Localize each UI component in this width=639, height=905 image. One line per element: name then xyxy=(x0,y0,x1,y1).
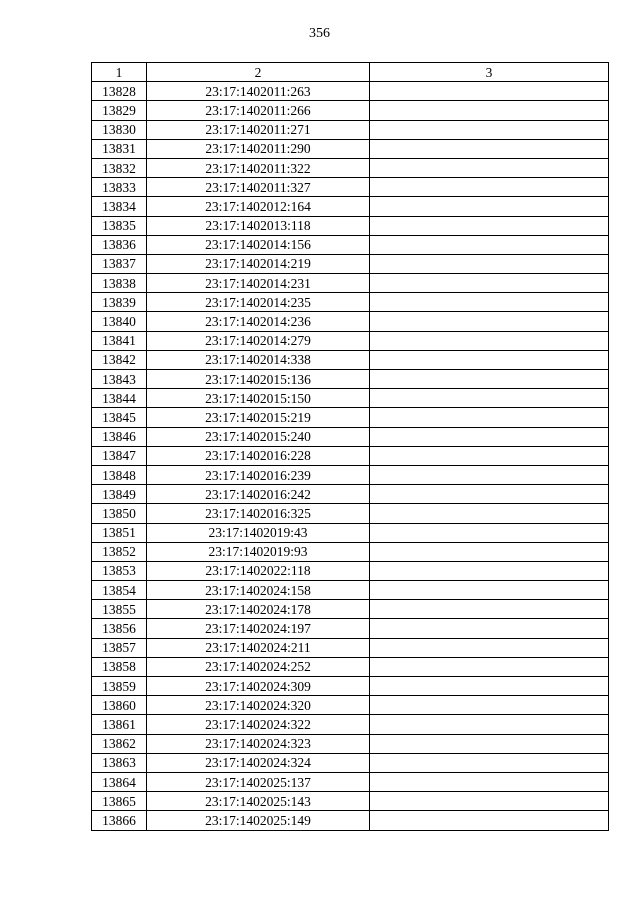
notes-cell xyxy=(370,657,609,676)
cadastral-number-cell: 23:17:1402015:136 xyxy=(147,370,370,389)
notes-cell xyxy=(370,677,609,696)
table-row xyxy=(92,561,609,580)
row-number-cell: 13853 xyxy=(92,561,147,580)
table-row xyxy=(92,715,609,734)
registry-table xyxy=(91,62,609,831)
table-row xyxy=(92,638,609,657)
cadastral-number-cell: 23:17:1402016:228 xyxy=(147,446,370,465)
table-row xyxy=(92,82,609,101)
row-number-cell: 13860 xyxy=(92,696,147,715)
notes-cell xyxy=(370,312,609,331)
row-number-cell: 13837 xyxy=(92,254,147,273)
table-row xyxy=(92,350,609,369)
table-row xyxy=(92,389,609,408)
notes-cell xyxy=(370,734,609,753)
row-number-cell: 13840 xyxy=(92,312,147,331)
notes-cell xyxy=(370,446,609,465)
header-row xyxy=(92,63,609,82)
notes-cell xyxy=(370,504,609,523)
cadastral-number-cell: 23:17:1402014:235 xyxy=(147,293,370,312)
table-row xyxy=(92,408,609,427)
notes-cell xyxy=(370,427,609,446)
column-header-1: 1 xyxy=(92,63,147,82)
notes-cell xyxy=(370,772,609,791)
table-row xyxy=(92,600,609,619)
cadastral-number-cell: 23:17:1402024:178 xyxy=(147,600,370,619)
row-number-cell: 13829 xyxy=(92,101,147,120)
row-number-cell: 13851 xyxy=(92,523,147,542)
cadastral-number-cell: 23:17:1402014:231 xyxy=(147,274,370,293)
notes-cell xyxy=(370,696,609,715)
notes-cell xyxy=(370,715,609,734)
row-number-cell: 13854 xyxy=(92,581,147,600)
cadastral-number-cell: 23:17:1402015:150 xyxy=(147,389,370,408)
notes-cell xyxy=(370,235,609,254)
cadastral-number-cell: 23:17:1402016:242 xyxy=(147,485,370,504)
cadastral-number-cell: 23:17:1402013:118 xyxy=(147,216,370,235)
table-row xyxy=(92,331,609,350)
table-row xyxy=(92,101,609,120)
row-number-cell: 13865 xyxy=(92,792,147,811)
notes-cell xyxy=(370,370,609,389)
cadastral-number-cell: 23:17:1402024:252 xyxy=(147,657,370,676)
row-number-cell: 13839 xyxy=(92,293,147,312)
table-row xyxy=(92,274,609,293)
table-row xyxy=(92,696,609,715)
cadastral-number-cell: 23:17:1402024:323 xyxy=(147,734,370,753)
table-row xyxy=(92,370,609,389)
row-number-cell: 13856 xyxy=(92,619,147,638)
row-number-cell: 13849 xyxy=(92,485,147,504)
notes-cell xyxy=(370,82,609,101)
row-number-cell: 13859 xyxy=(92,677,147,696)
table-row xyxy=(92,120,609,139)
table-row xyxy=(92,485,609,504)
cadastral-number-cell: 23:17:1402024:322 xyxy=(147,715,370,734)
notes-cell xyxy=(370,561,609,580)
notes-cell xyxy=(370,465,609,484)
cadastral-number-cell: 23:17:1402012:164 xyxy=(147,197,370,216)
cadastral-number-cell: 23:17:1402011:322 xyxy=(147,158,370,177)
table-row xyxy=(92,139,609,158)
notes-cell xyxy=(370,619,609,638)
row-number-cell: 13831 xyxy=(92,139,147,158)
cadastral-number-cell: 23:17:1402014:219 xyxy=(147,254,370,273)
table-row xyxy=(92,734,609,753)
notes-cell xyxy=(370,600,609,619)
notes-cell xyxy=(370,178,609,197)
table-row xyxy=(92,216,609,235)
cadastral-number-cell: 23:17:1402014:236 xyxy=(147,312,370,331)
cadastral-number-cell: 23:17:1402011:263 xyxy=(147,82,370,101)
table-row xyxy=(92,772,609,791)
row-number-cell: 13841 xyxy=(92,331,147,350)
table-row xyxy=(92,657,609,676)
row-number-cell: 13844 xyxy=(92,389,147,408)
cadastral-number-cell: 23:17:1402025:149 xyxy=(147,811,370,830)
cadastral-number-cell: 23:17:1402014:338 xyxy=(147,350,370,369)
cadastral-number-cell: 23:17:1402024:320 xyxy=(147,696,370,715)
cadastral-number-cell: 23:17:1402025:137 xyxy=(147,772,370,791)
notes-cell xyxy=(370,408,609,427)
cadastral-number-cell: 23:17:1402025:143 xyxy=(147,792,370,811)
row-number-cell: 13861 xyxy=(92,715,147,734)
cadastral-number-cell: 23:17:1402015:219 xyxy=(147,408,370,427)
table-row xyxy=(92,542,609,561)
cadastral-number-cell: 23:17:1402024:211 xyxy=(147,638,370,657)
table-row xyxy=(92,677,609,696)
table-row xyxy=(92,293,609,312)
table-row xyxy=(92,158,609,177)
notes-cell xyxy=(370,216,609,235)
table-row xyxy=(92,619,609,638)
notes-cell xyxy=(370,254,609,273)
table-row xyxy=(92,312,609,331)
notes-cell xyxy=(370,753,609,772)
row-number-cell: 13858 xyxy=(92,657,147,676)
cadastral-number-cell: 23:17:1402011:266 xyxy=(147,101,370,120)
row-number-cell: 13866 xyxy=(92,811,147,830)
cadastral-number-cell: 23:17:1402024:324 xyxy=(147,753,370,772)
table-row xyxy=(92,446,609,465)
cadastral-number-cell: 23:17:1402014:156 xyxy=(147,235,370,254)
cadastral-number-cell: 23:17:1402022:118 xyxy=(147,561,370,580)
cadastral-number-cell: 23:17:1402019:43 xyxy=(147,523,370,542)
row-number-cell: 13848 xyxy=(92,465,147,484)
notes-cell xyxy=(370,542,609,561)
cadastral-number-cell: 23:17:1402016:325 xyxy=(147,504,370,523)
notes-cell xyxy=(370,331,609,350)
row-number-cell: 13828 xyxy=(92,82,147,101)
table-row xyxy=(92,581,609,600)
cadastral-number-cell: 23:17:1402024:197 xyxy=(147,619,370,638)
row-number-cell: 13852 xyxy=(92,542,147,561)
cadastral-number-cell: 23:17:1402011:327 xyxy=(147,178,370,197)
notes-cell xyxy=(370,792,609,811)
row-number-cell: 13832 xyxy=(92,158,147,177)
column-header-2: 2 xyxy=(147,63,370,82)
row-number-cell: 13846 xyxy=(92,427,147,446)
row-number-cell: 13845 xyxy=(92,408,147,427)
row-number-cell: 13847 xyxy=(92,446,147,465)
notes-cell xyxy=(370,293,609,312)
cadastral-number-cell: 23:17:1402014:279 xyxy=(147,331,370,350)
table-row xyxy=(92,197,609,216)
table-row xyxy=(92,178,609,197)
cadastral-number-cell: 23:17:1402011:271 xyxy=(147,120,370,139)
row-number-cell: 13833 xyxy=(92,178,147,197)
row-number-cell: 13862 xyxy=(92,734,147,753)
table-row xyxy=(92,811,609,830)
table-row xyxy=(92,504,609,523)
row-number-cell: 13850 xyxy=(92,504,147,523)
row-number-cell: 13863 xyxy=(92,753,147,772)
notes-cell xyxy=(370,581,609,600)
row-number-cell: 13843 xyxy=(92,370,147,389)
notes-cell xyxy=(370,101,609,120)
row-number-cell: 13857 xyxy=(92,638,147,657)
row-number-cell: 13835 xyxy=(92,216,147,235)
row-number-cell: 13855 xyxy=(92,600,147,619)
notes-cell xyxy=(370,139,609,158)
table-row xyxy=(92,753,609,772)
notes-cell xyxy=(370,523,609,542)
notes-cell xyxy=(370,274,609,293)
cadastral-number-cell: 23:17:1402011:290 xyxy=(147,139,370,158)
page-number: 356 xyxy=(309,26,330,41)
column-header-3: 3 xyxy=(370,63,609,82)
notes-cell xyxy=(370,350,609,369)
cadastral-number-cell: 23:17:1402016:239 xyxy=(147,465,370,484)
row-number-cell: 13834 xyxy=(92,197,147,216)
notes-cell xyxy=(370,811,609,830)
cadastral-number-cell: 23:17:1402024:158 xyxy=(147,581,370,600)
table-row xyxy=(92,465,609,484)
notes-cell xyxy=(370,485,609,504)
table-body xyxy=(92,82,609,830)
cadastral-number-cell: 23:17:1402015:240 xyxy=(147,427,370,446)
notes-cell xyxy=(370,120,609,139)
table-row xyxy=(92,235,609,254)
row-number-cell: 13836 xyxy=(92,235,147,254)
cadastral-number-cell: 23:17:1402019:93 xyxy=(147,542,370,561)
row-number-cell: 13864 xyxy=(92,772,147,791)
row-number-cell: 13842 xyxy=(92,350,147,369)
notes-cell xyxy=(370,158,609,177)
row-number-cell: 13838 xyxy=(92,274,147,293)
cadastral-number-cell: 23:17:1402024:309 xyxy=(147,677,370,696)
table-row xyxy=(92,792,609,811)
row-number-cell: 13830 xyxy=(92,120,147,139)
notes-cell xyxy=(370,197,609,216)
table-row xyxy=(92,523,609,542)
table-row xyxy=(92,427,609,446)
table-row xyxy=(92,254,609,273)
notes-cell xyxy=(370,638,609,657)
notes-cell xyxy=(370,389,609,408)
